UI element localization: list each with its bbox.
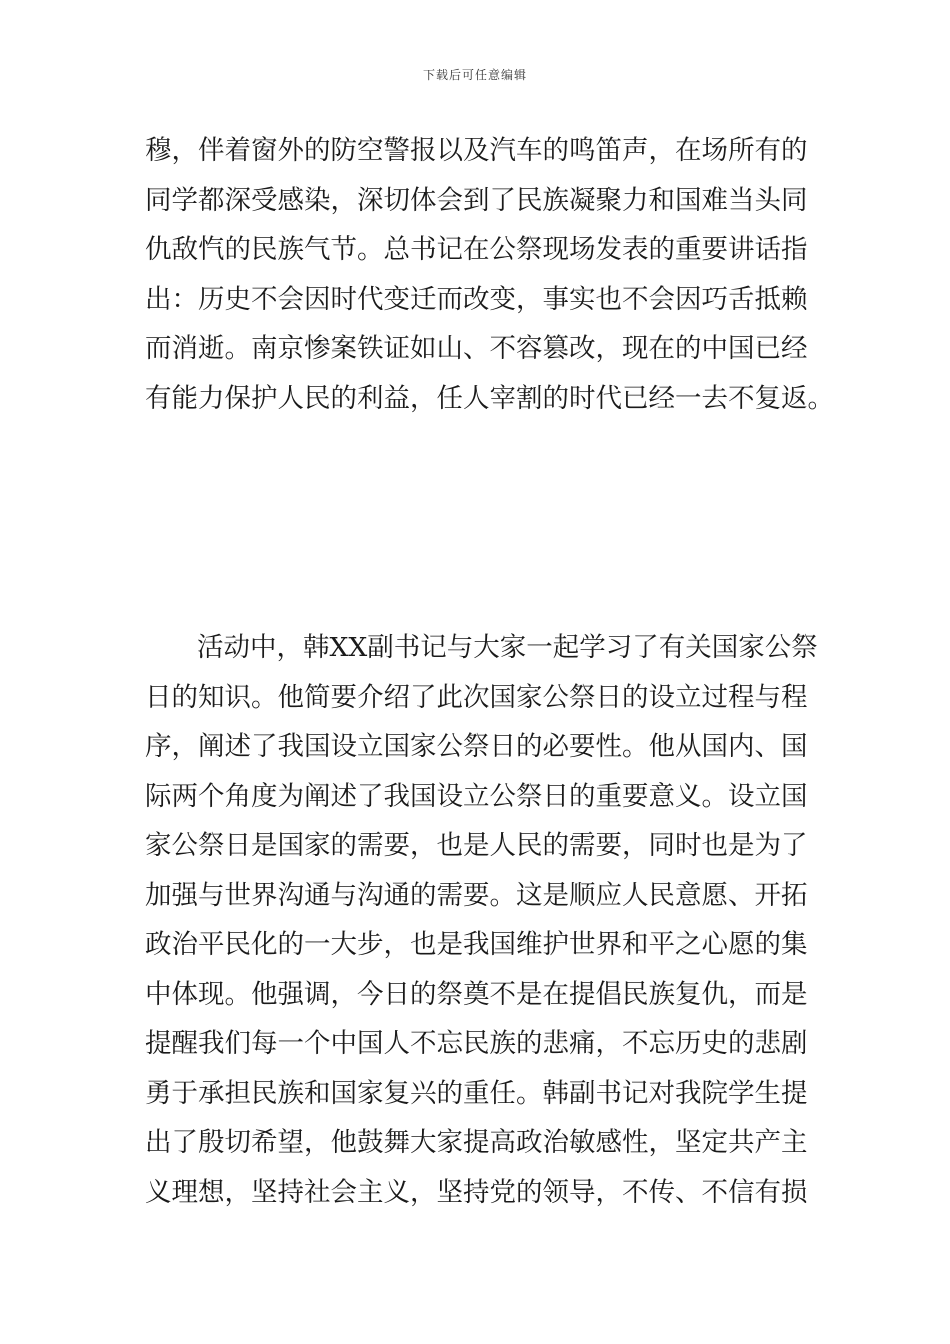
- text-line: 仇敌忾的民族气节。总书记在公祭现场发表的重要讲话指: [145, 234, 808, 265]
- text-line: 活动中，韩XX副书记与大家一起学习了有关国家公祭: [197, 632, 818, 663]
- text-line: 同学都深受感染，深切体会到了民族凝聚力和国难当头同: [145, 184, 808, 216]
- text-line: 序，阐述了我国设立国家公祭日的必要性。他从国内、国: [145, 731, 808, 762]
- text-line: 出了殷切希望，他鼓舞大家提高政治敏感性，坚定共产主: [145, 1127, 808, 1158]
- text-line: 勇于承担民族和国家复兴的重任。韩副书记对我院学生提: [145, 1077, 808, 1109]
- text-line: 际两个角度为阐述了我国设立公祭日的重要意义。设立国: [145, 780, 808, 812]
- text-line: 出：历史不会因时代变迁而改变，事实也不会因巧舌抵赖: [145, 283, 808, 315]
- paragraph-continued: [145, 126, 834, 423]
- text-line: 政治平民化的一大步，也是我国维护世界和平之心愿的集: [145, 929, 808, 960]
- paragraph-activity: [145, 623, 818, 1217]
- text-line: 日的知识。他简要介绍了此次国家公祭日的设立过程与程: [145, 681, 808, 713]
- text-line: 加强与世界沟通与沟通的需要。这是顺应人民意愿、开拓: [145, 879, 808, 911]
- text-line: 中体现。他强调，今日的祭奠不是在提倡民族复仇，而是: [145, 978, 808, 1010]
- text-line: 有能力保护人民的利益，任人宰割的时代已经一去不复返。: [145, 382, 834, 414]
- text-line: 而消逝。南京惨案铁证如山、不容篡改，现在的中国已经: [145, 333, 808, 364]
- header-note: 下载后可任意编辑: [422, 68, 527, 82]
- text-line: 义理想，坚持社会主义，坚持党的领导，不传、不信有损: [145, 1176, 808, 1208]
- text-line: 家公祭日是国家的需要，也是人民的需要，同时也是为了: [145, 830, 808, 861]
- text-line: 穆，伴着窗外的防空警报以及汽车的鸣笛声，在场所有的: [145, 135, 808, 166]
- text-line: 提醒我们每一个中国人不忘民族的悲痛，不忘历史的悲剧: [145, 1028, 808, 1059]
